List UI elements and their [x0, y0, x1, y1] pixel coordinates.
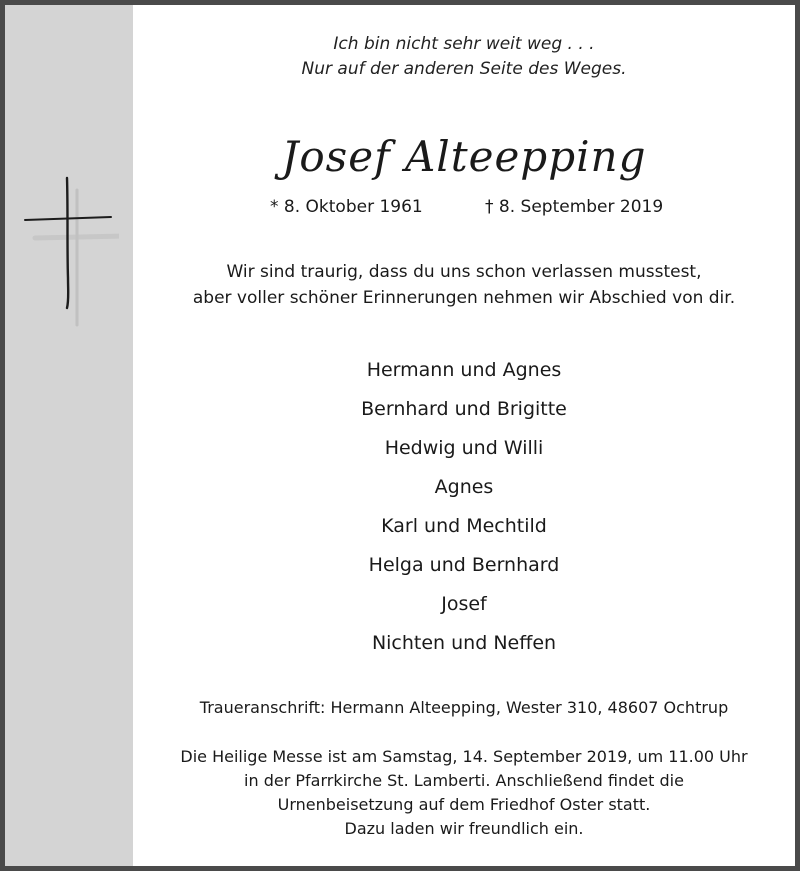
mourner-entry: Helga und Bernhard: [368, 554, 560, 576]
message-line: aber voller schöner Erinnerungen nehmen wir Abschied von dir.: [192, 288, 736, 308]
motto-line: Nur auf der anderen Seite des Weges.: [301, 59, 627, 79]
mourners-list: [133, 351, 795, 663]
mourner-entry: Karl und Mechtild: [381, 515, 547, 537]
mourner-entry: Bernhard und Brigitte: [361, 398, 567, 420]
death-date: † 8. September 2019: [485, 197, 664, 217]
service-line: Urnenbeisetzung auf dem Friedhof Oster statt.: [277, 795, 651, 814]
service-line: Die Heilige Messe ist am Samstag, 14. September 2019, um 11.00 Uhr: [180, 747, 748, 766]
mourner-entry: Hermann und Agnes: [366, 359, 562, 381]
obituary-content: [133, 5, 795, 866]
mourner-entry: Josef: [441, 593, 487, 615]
message-line: Wir sind traurig, dass du uns schon verlassen musstest,: [226, 262, 702, 282]
mourner-entry: Hedwig und Willi: [384, 437, 544, 459]
mourner-entry: Nichten und Neffen: [371, 632, 557, 654]
cross-icon: [19, 170, 119, 330]
service-line: Dazu laden wir freundlich ein.: [344, 819, 584, 838]
deceased-name: Josef Alteepping: [281, 132, 647, 181]
service-line: in der Pfarrkirche St. Lamberti. Anschließend findet die: [244, 771, 684, 790]
mourning-address: Traueranschrift: Hermann Alteepping, Wester 310, 48607 Ochtrup: [199, 698, 729, 717]
service-info: [133, 745, 795, 841]
farewell-message: [133, 259, 795, 311]
mourner-entry: Agnes: [434, 476, 494, 498]
sidebar-panel: [5, 5, 133, 866]
birth-date: * 8. Oktober 1961: [270, 197, 423, 217]
motto-line: Ich bin nicht sehr weit weg . . .: [333, 34, 595, 54]
motto-quote: [133, 32, 795, 82]
